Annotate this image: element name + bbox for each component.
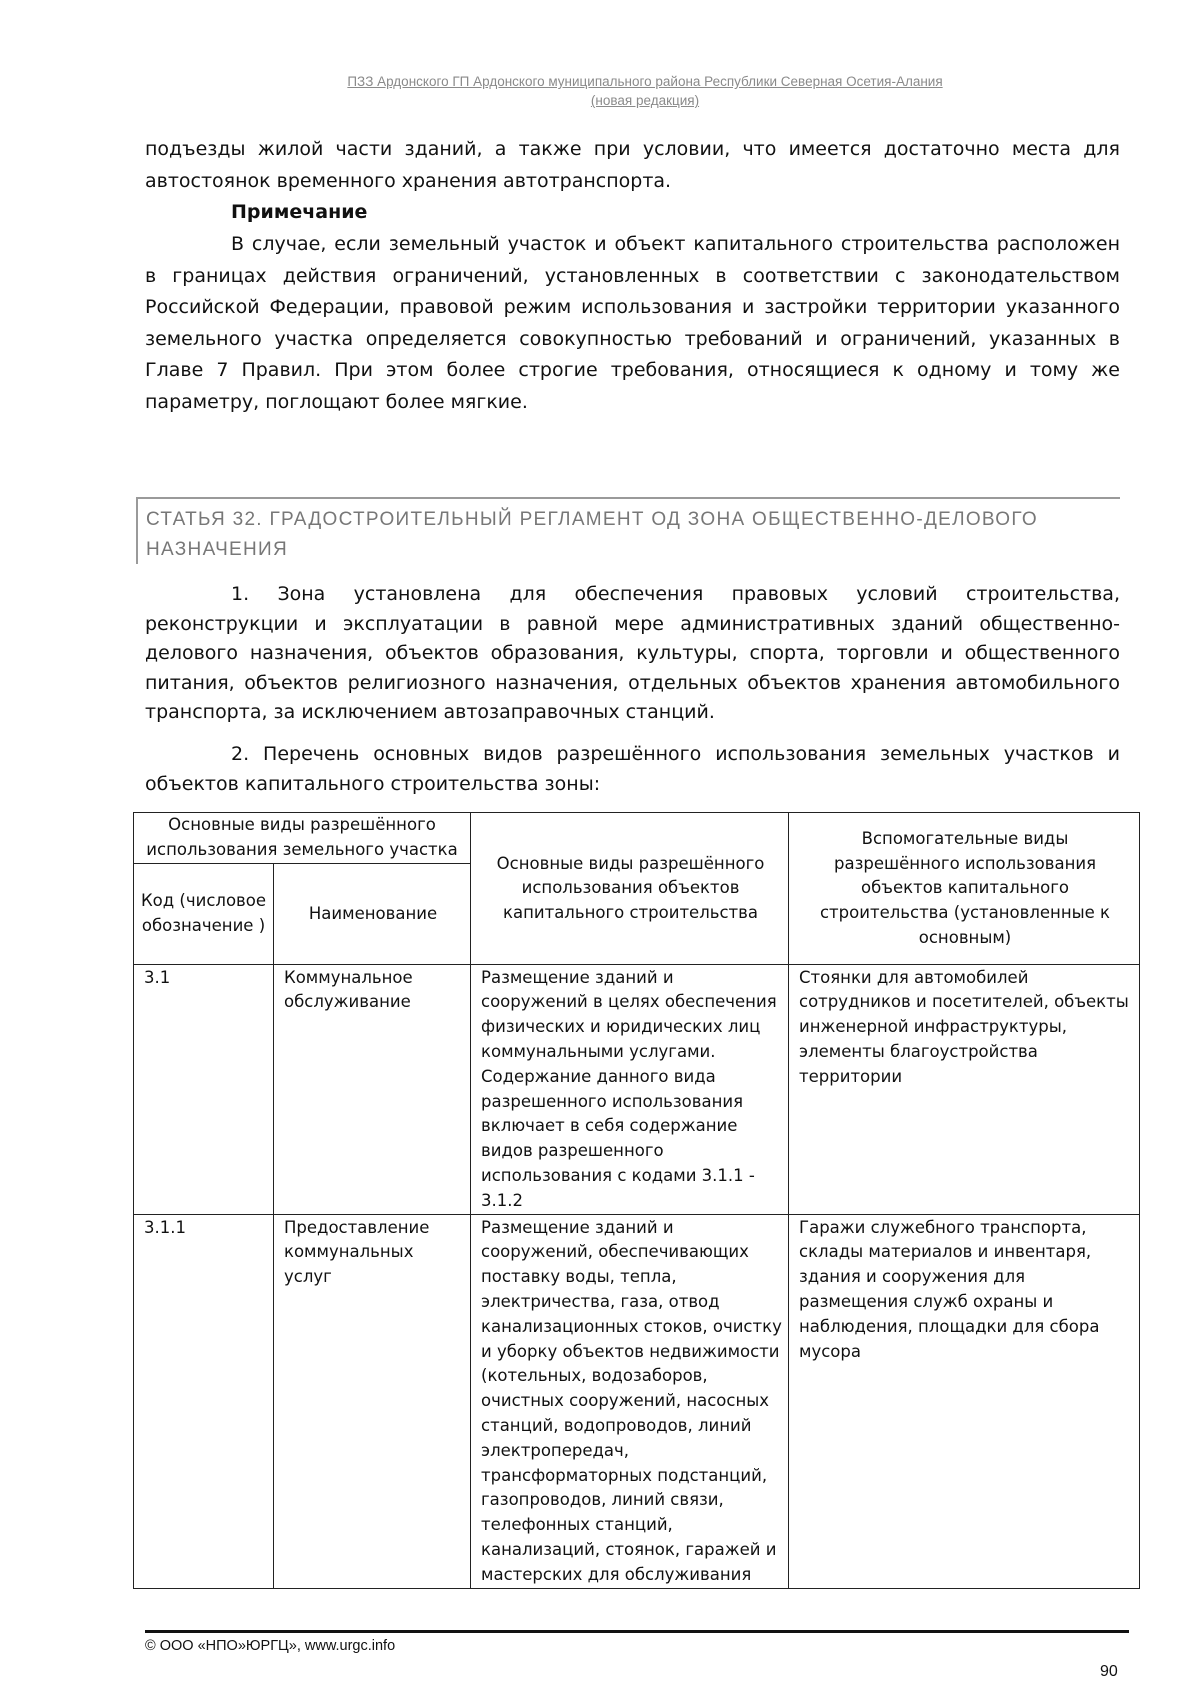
row-main-uses: Размещение зданий и сооружений, обеспечивающих поставку воды, тепла, электричества, газа, отвод канализационных стоков, очистку и уборку объектов недвижимости (котельных, водозаборов, очистных сооружений, насосных станций, водопроводов, линий электропередач, трансформаторных подстанций, газопроводов, линий связи, телефонных станций, канализаций, стоянок, гаражей и мастерских для обслуживания [471, 1214, 789, 1588]
table-row [134, 1214, 1140, 1588]
header-name: Наименование [274, 863, 471, 964]
header-code: Код (числовое обозначение ) [134, 863, 274, 964]
footer-copyright: © ООО «НПО»ЮРГЦ», www.urgc.info [145, 1638, 396, 1654]
header-main-uses: Основные виды разрешённого использования объектов капитального строительства [471, 813, 789, 965]
article-heading-line1: СТАТЬЯ 32. ГРАДОСТРОИТЕЛЬНЫЙ РЕГЛАМЕНТ ОД ЗОНА ОБЩЕСТВЕННО-ДЕЛОВОГО [146, 509, 1038, 530]
row-name: Коммунальное обслуживание [274, 964, 471, 1214]
row-code: 3.1 [134, 964, 274, 1214]
paragraph-main-uses: 2. Перечень основных видов разрешённого использования земельных участков и объектов капитального строительства зоны: [145, 743, 1120, 795]
table-row [134, 964, 1140, 1214]
note-title: Примечание [231, 201, 368, 223]
row-main-uses: Размещение зданий и сооружений в целях обеспечения физических и юридических лиц коммунальными услугами. Содержание данного вида разрешенного использования включает в себя содержание видов разрешенного использования с кодами 3.1.1 - 3.1.2 [471, 964, 789, 1214]
paragraph-zone-purpose: 1. Зона установлена для обеспечения правовых условий строительства, реконструкции и эксплуатации в равной мере административных зданий общественно-делового назначения, объектов образования, культуры, спорта, торговли и общественного питания, объектов религиозного назначения, отдельных объектов хранения автомобильного транспорта, за исключением автозаправочных станций. [145, 583, 1120, 723]
row-code: 3.1.1 [134, 1214, 274, 1588]
footer-divider [145, 1630, 1129, 1633]
page-header [145, 72, 1145, 110]
row-name: Предоставление коммунальных услуг [274, 1214, 471, 1588]
table-header-row [134, 813, 1140, 864]
page-number: 90 [1100, 1663, 1118, 1680]
row-aux-uses: Стоянки для автомобилей сотрудников и посетителей, объекты инженерной инфраструктуры, элементы благоустройства территории [789, 964, 1140, 1214]
intro-paragraph: подъезды жилой части зданий, а также при условии, что имеется достаточно места для автостоянок временного хранения автотранспорта. [145, 138, 1120, 192]
header-title: ПЗЗ Ардонского ГП Ардонского муниципального района Республики Северная Осетия-Алания [347, 74, 943, 89]
row-aux-uses: Гаражи служебного транспорта, склады материалов и инвентаря, здания и сооружения для размещения служб охраны и наблюдения, площадки для сбора мусора [789, 1214, 1140, 1588]
note-text: В случае, если земельный участок и объект капитального строительства расположен в границах действия ограничений, установленных в соответствии с законодательством Российской Федерации, правовой режим использования и застройки территории указанного земельного участка определяется совокупностью требований и ограничений, указанных в Главе 7 Правил. При этом более строгие требования, относящиеся к одному и тому же параметру, поглощают более мягкие. [145, 233, 1120, 413]
article-heading-line2: НАЗНАЧЕНИЯ [146, 539, 289, 560]
header-subtitle: (новая редакция) [590, 93, 700, 108]
header-aux-uses: Вспомогательные виды разрешённого использования объектов капитального строительства (установленные к основным) [789, 813, 1140, 965]
regulation-table [133, 812, 1140, 1589]
article-heading [136, 497, 1120, 564]
header-group-cell: Основные виды разрешённого использования земельного участка [134, 813, 471, 864]
